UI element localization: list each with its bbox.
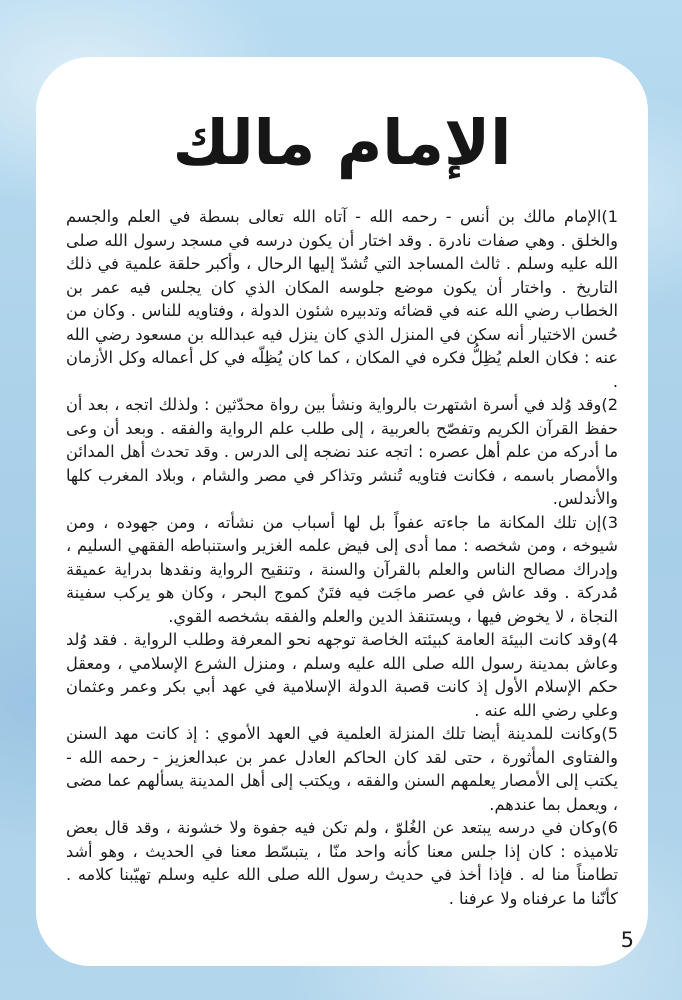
paragraph-4: 4)وقد كانت البيئة العامة كبيئته الخاصة توجهه نحو المعرفة وطلب الرواية . فقد وُلد وعاش بمدينة رسول الله صلى الله عليه وسلم ، ومنزل الشرع الإسلامي ، ومعقل حكم الإسلام الأول إذ كانت قصبة الدولة الإسلامية في عهد أبي بكر وعمر وعثمان وعلي رضي الله عنه . [66, 630, 618, 720]
document-card [36, 57, 648, 966]
paragraph-1: 1)الإمام مالك بن أنس - رحمه الله - آتاه الله تعالى بسطة في العلم والجسم والخلق . وهي صفات نادرة . وقد اختار أن يكون درسه في مسجد رسول الله صلى الله عليه وسلم . ثالث المساجد التي تُشدّ إليها الرحال ، وأكبر حلقة علمية في ذلك التاريخ . واختار أن يكون موضع جلوسه المكان الذي كان يجلس فيه عمر بن الخطاب رضي الله عنه في قضائه وتدبيره شئون الدولة ، وفتاويه للناس . وكان من حُسن الاختيار أنه سكن في المنزل الذي كان ينزل فيه عبدالله بن مسعود رضي الله عنه : فكان العلم يُظِلُّ فكره في المكان ، كما كان يُظِلّه في كل أعماله وكل الأزمان . [66, 207, 618, 391]
paragraph-5: 5)وكانت للمدينة أيضا تلك المنزلة العلمية في العهد الأموي : إذ كانت مهد السنن والفتاوى المأثورة ، حتى لقد كان الحاكم العادل عمر بن عبدالعزيز - رحمه الله - يكتب إلى الأمصار يعلمهم السنن والفقه ، ويكتب إلى أهل المدينة يسألهم عما مضى ، ويعمل بما عندهم. [66, 724, 618, 814]
page-number: 5 [620, 928, 634, 952]
paragraph-2: 2)وقد وُلد في أسرة اشتهرت بالرواية ونشأ بين رواة محدّثين : ولذلك اتجه ، بعد أن حفظ القرآن الكريم وتفصّح بالعربية ، إلى طلب علم الرواية والفقه . وبعد أن وعى ما أدركه من علم أهل عصره : اتجه عند نضجه إلى الدرس . وقد تحدث أهل المدائن والأمصار باسمه ، فكانت فتاويه تُنشر وتذاكر في مصر والشام ، وبلاد المغرب كلها والأندلس. [66, 395, 618, 509]
paragraph-6: 6)وكان في درسه يبتعد عن الغُلوّ ، ولم تكن فيه جفوة ولا خشونة ، وقد قال بعض تلاميذه : كان إذا جلس معنا كأنه واحد منّا ، يتبسّط معنا في الحديث ، وهو أشد تطامناً منا له . فإذا أخذ في حديث رسول الله صلى الله عليه وسلم تهيّبنا كلامه . كأنّنا ما عرفناه ولا عرفنا . [66, 818, 618, 908]
document-body [66, 205, 618, 910]
page-title: الإمام مالك [172, 106, 512, 179]
paragraph-3: 3)إن تلك المكانة ما جاءته عفواً بل لها أسباب من نشأته ، ومن جهوده ، ومن شيوخه ، ومن شخصه : مما أدى إلى فيض علمه الغزير واستنباطه الفقهي السليم ، وإدراك مصالح الناس والعلم بالقرآن والسنة ، وتنقيح الرواية ونقدها بدراية عميقة مُدركة . وقد عاش في عصر ماجَت فيه فتَنٌ كموج البحر ، وكان هو يركب سفينة النجاة ، لا يخوض فيها ، ويستنقذ الدين والعلم والفقه بشخصه القوي. [66, 512, 618, 626]
